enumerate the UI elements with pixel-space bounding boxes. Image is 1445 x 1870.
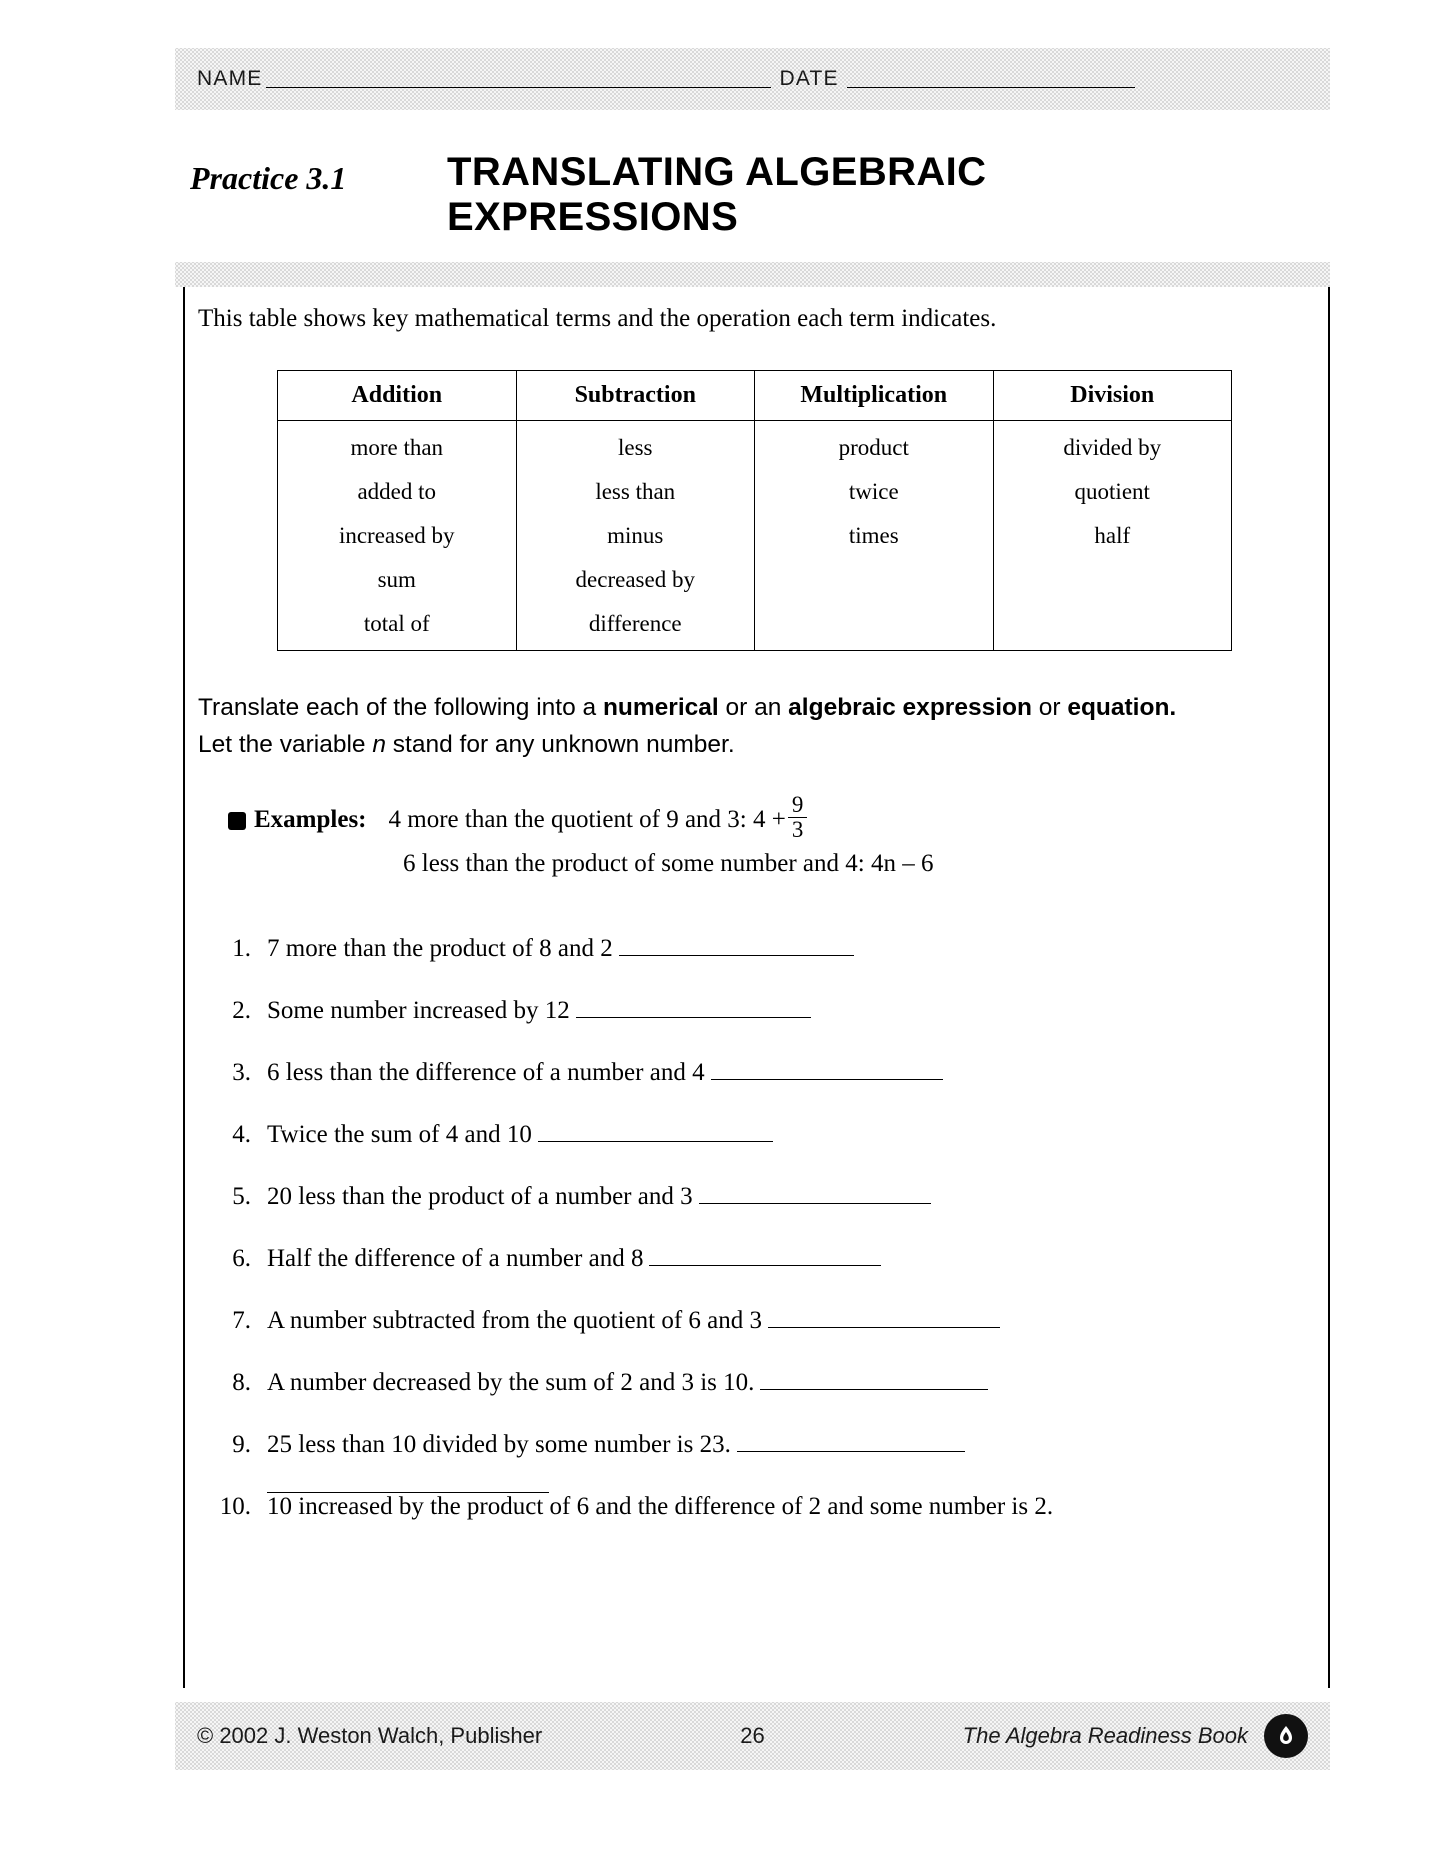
key-terms-table bbox=[277, 370, 1232, 651]
table-cell: total of bbox=[278, 602, 517, 651]
instructions-bold-numerical: numerical bbox=[602, 694, 719, 721]
table-cell: more than bbox=[278, 421, 517, 471]
footer-page-number: 26 bbox=[740, 1723, 765, 1748]
question-number: 8. bbox=[232, 1369, 251, 1396]
table-cell: product bbox=[755, 421, 994, 471]
left-border-rule bbox=[183, 287, 185, 1688]
table-row bbox=[278, 470, 1232, 514]
answer-blank[interactable] bbox=[538, 1121, 773, 1142]
examples-label: Examples: bbox=[254, 805, 367, 833]
answer-blank[interactable] bbox=[699, 1183, 931, 1204]
table-cell bbox=[993, 602, 1232, 651]
question-text: 7 more than the product of 8 and 2 bbox=[267, 935, 854, 963]
intro-text: This table shows key mathematical terms and the operation each term indicates. bbox=[198, 305, 997, 332]
name-input-line[interactable] bbox=[266, 70, 771, 88]
answer-blank[interactable] bbox=[760, 1369, 988, 1390]
list-item bbox=[205, 1431, 1320, 1493]
answer-blank[interactable] bbox=[267, 1490, 549, 1493]
table-cell bbox=[755, 558, 994, 602]
practice-title: TRANSLATING ALGEBRAIC EXPRESSIONS bbox=[447, 150, 987, 239]
question-text: 25 less than 10 divided by some number is 23. bbox=[267, 1431, 965, 1459]
instructions-part2: or an bbox=[718, 694, 789, 721]
list-item bbox=[205, 1183, 1320, 1245]
title-divider-bar bbox=[175, 262, 1330, 287]
table-cell: difference bbox=[516, 602, 755, 651]
question-text: A number decreased by the sum of 2 and 3 is 10. bbox=[267, 1369, 988, 1397]
table-cell: times bbox=[755, 514, 994, 558]
table-cell: minus bbox=[516, 514, 755, 558]
list-item bbox=[205, 1121, 1320, 1183]
header-bar bbox=[175, 48, 1330, 110]
instructions-bold-equation: equation. bbox=[1067, 694, 1177, 721]
question-number: 5. bbox=[232, 1183, 251, 1210]
table-cell: less than bbox=[516, 470, 755, 514]
column-header-division: Division bbox=[993, 371, 1232, 421]
column-header-multiplication: Multiplication bbox=[755, 371, 994, 421]
answer-blank[interactable] bbox=[649, 1245, 881, 1266]
instructions-variable: n bbox=[372, 730, 386, 758]
table-cell: divided by bbox=[993, 421, 1232, 471]
answer-blank[interactable] bbox=[711, 1059, 943, 1080]
publisher-logo-icon bbox=[1264, 1714, 1308, 1758]
instructions-bold-algebraic: algebraic expression bbox=[788, 694, 1032, 721]
question-number: 4. bbox=[232, 1121, 251, 1148]
column-header-addition: Addition bbox=[278, 371, 517, 421]
question-number: 3. bbox=[232, 1059, 251, 1086]
table-header-row bbox=[278, 371, 1232, 421]
question-text: Some number increased by 12 bbox=[267, 997, 811, 1025]
fraction-denominator: 3 bbox=[788, 817, 808, 842]
table-cell: decreased by bbox=[516, 558, 755, 602]
question-text: 20 less than the product of a number and 3 bbox=[267, 1183, 931, 1211]
table-cell bbox=[993, 558, 1232, 602]
question-text: Twice the sum of 4 and 10 bbox=[267, 1121, 773, 1149]
footer-bar bbox=[175, 1702, 1330, 1770]
list-item bbox=[205, 1059, 1320, 1121]
question-number: 6. bbox=[232, 1245, 251, 1272]
question-number: 1. bbox=[232, 935, 251, 962]
fraction-numerator: 9 bbox=[791, 792, 804, 817]
table-row bbox=[278, 602, 1232, 651]
date-label: DATE bbox=[779, 67, 839, 90]
question-number: 9. bbox=[232, 1431, 251, 1458]
question-text: Half the difference of a number and 8 bbox=[267, 1245, 881, 1273]
table-cell: added to bbox=[278, 470, 517, 514]
question-list bbox=[205, 935, 1320, 1555]
practice-number: Practice 3.1 bbox=[190, 160, 347, 196]
table-cell: quotient bbox=[993, 470, 1232, 514]
instructions-part1: Translate each of the following into a bbox=[198, 694, 603, 721]
table-cell bbox=[755, 602, 994, 651]
instructions-part3: or bbox=[1031, 694, 1068, 721]
table-cell: less bbox=[516, 421, 755, 471]
name-label: NAME bbox=[197, 67, 263, 90]
table-cell: increased by bbox=[278, 514, 517, 558]
question-text: A number subtracted from the quotient of 6 and 3 bbox=[267, 1307, 1000, 1335]
table-row bbox=[278, 421, 1232, 471]
example-1-text: 4 more than the quotient of 9 and 3: 4 + bbox=[388, 805, 786, 833]
answer-blank[interactable] bbox=[737, 1431, 965, 1452]
answer-blank[interactable] bbox=[576, 997, 811, 1018]
square-bullet-icon bbox=[228, 812, 246, 830]
list-item bbox=[205, 935, 1320, 997]
answer-blank[interactable] bbox=[768, 1307, 1000, 1328]
instructions bbox=[198, 690, 1318, 764]
list-item bbox=[205, 1369, 1320, 1431]
fraction-nine-thirds bbox=[788, 793, 808, 842]
table-cell: half bbox=[993, 514, 1232, 558]
question-text: 6 less than the difference of a number and 4 bbox=[267, 1059, 943, 1087]
list-item bbox=[205, 997, 1320, 1059]
example-2-text: 6 less than the product of some number and 4: 4n – 6 bbox=[403, 850, 934, 877]
question-number: 2. bbox=[232, 997, 251, 1024]
table-row bbox=[278, 558, 1232, 602]
question-text: 10 increased by the product of 6 and the difference of 2 and some number is 2. bbox=[267, 1493, 1054, 1520]
answer-blank[interactable] bbox=[619, 935, 854, 956]
table-row bbox=[278, 514, 1232, 558]
instructions-line2-a: Let the variable bbox=[198, 730, 373, 758]
table-cell: twice bbox=[755, 470, 994, 514]
list-item bbox=[205, 1307, 1320, 1369]
question-number: 10. bbox=[219, 1493, 251, 1520]
list-item bbox=[205, 1245, 1320, 1307]
table-cell: sum bbox=[278, 558, 517, 602]
footer-copyright: © 2002 J. Weston Walch, Publisher bbox=[197, 1723, 543, 1748]
column-header-subtraction: Subtraction bbox=[516, 371, 755, 421]
footer-book-title: The Algebra Readiness Book bbox=[962, 1723, 1248, 1748]
right-border-rule bbox=[1328, 287, 1330, 1688]
date-input-line[interactable] bbox=[847, 70, 1135, 88]
question-number: 7. bbox=[232, 1307, 251, 1334]
list-item bbox=[205, 1493, 1320, 1555]
instructions-line2-b: stand for any unknown number. bbox=[385, 730, 735, 758]
